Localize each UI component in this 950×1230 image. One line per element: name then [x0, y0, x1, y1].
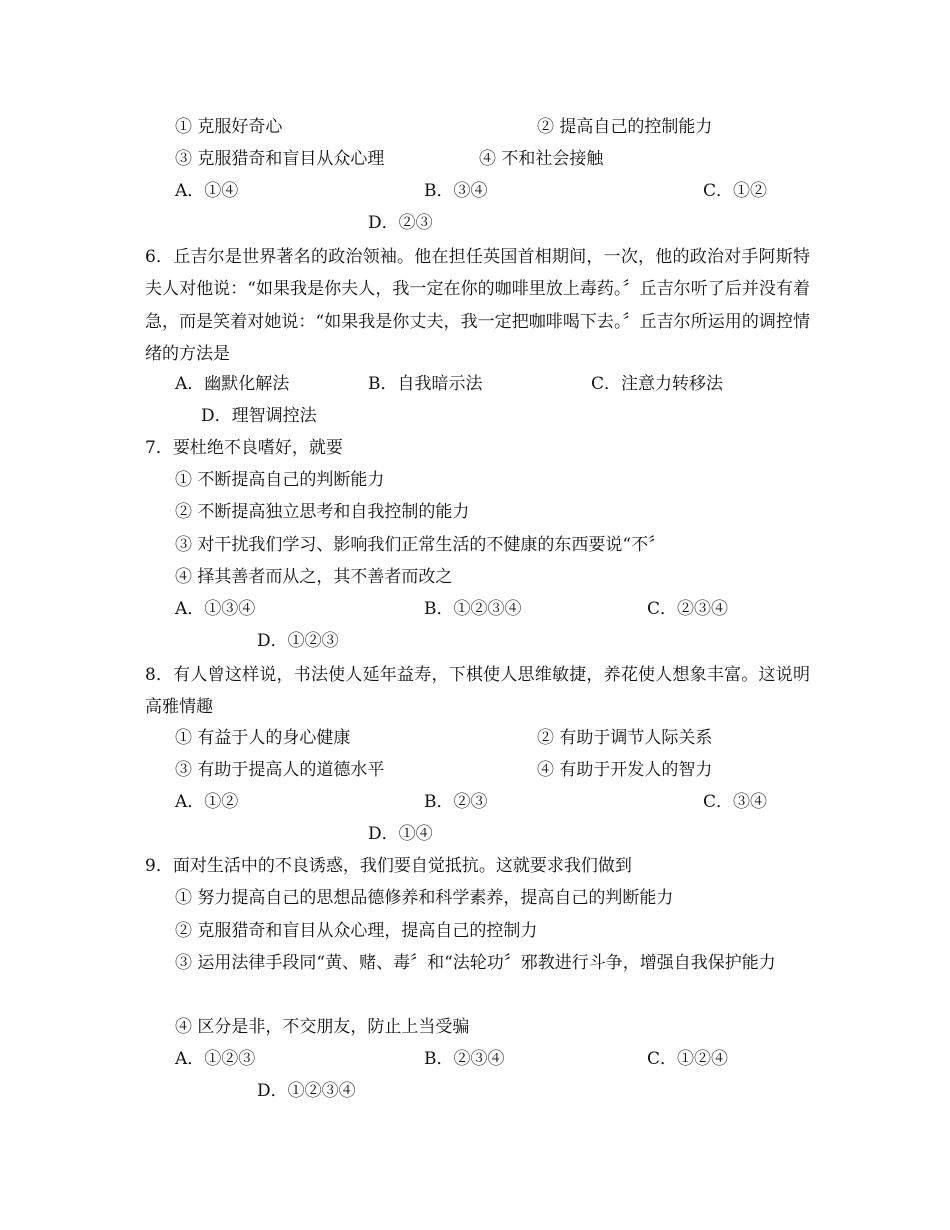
q6-stem: 6．丘吉尔是世界著名的政治领袖。他在担任英国首相期间，一次，他的政治对手阿斯特夫人对他说：“如果我是你夫人，我一定在你的咖啡里放上毒药。〞丘吉尔听了后并没有着急，而是笑着对她说：“如果我是你丈夫，我一定把咖啡喝下去。〞丘吉尔所运用的调控情绪的方法是: [145, 247, 810, 364]
q7-option-1: ① 不断提高自己的判断能力: [175, 470, 385, 490]
q6-choice-a: A．幽默化解法: [175, 374, 290, 394]
q9-choice-b: B．②③④: [424, 1049, 505, 1069]
q9-option-1: ① 努力提高自己的思想品德修养和科学素养，提高自己的判断能力: [175, 888, 674, 908]
q5-choice-d: D．②③: [368, 213, 433, 233]
q5-choice-a: A．①④: [175, 181, 239, 201]
q5-choice-b: B．③④: [424, 181, 488, 201]
q5-option-4: ④ 不和社会接触: [479, 149, 604, 169]
q7-choice-c: C．②③④: [647, 599, 729, 619]
q7-choice-b: B．①②③④: [424, 599, 522, 619]
q8-choice-d: D．①④: [368, 824, 433, 844]
q9-option-3: ③ 运用法律手段同“黄、赌、毒〞和“法轮功〞邪教进行斗争，增强自我保护能力: [175, 953, 776, 973]
q8-choice-c: C．③④: [703, 792, 768, 812]
q8-option-4: ④ 有助于开发人的智力: [537, 760, 713, 780]
q7-option-3: ③ 对干扰我们学习、影响我们正常生活的不健康的东西要说“不〞: [175, 535, 666, 555]
q5-choice-c: C．①②: [703, 181, 768, 201]
q9-option-4: ④ 区分是非，不交朋友，防止上当受骗: [175, 1017, 470, 1037]
q8-option-2: ② 有助于调节人际关系: [537, 728, 713, 748]
q7-choice-a: A．①③④: [175, 599, 256, 619]
q7-stem: 7．要杜绝不良嗜好，就要: [145, 438, 343, 458]
q6-choice-c: C．注意力转移法: [591, 374, 724, 394]
q9-choice-a: A．①②③: [175, 1049, 256, 1069]
q5-option-3: ③ 克服猎奇和盲目从众心理: [175, 149, 385, 169]
q8-choice-b: B．②③: [424, 792, 488, 812]
q5-option-2: ② 提高自己的控制能力: [537, 117, 713, 137]
q8-option-3: ③ 有助于提高人的道德水平: [175, 760, 385, 780]
q9-choice-d: D．①②③④: [257, 1081, 356, 1101]
q7-choice-d: D．①②③: [257, 631, 339, 651]
q7-option-4: ④ 择其善者而从之，其不善者而改之: [175, 567, 453, 587]
q6-choice-b: B．自我暗示法: [368, 374, 483, 394]
q9-stem: 9．面对生活中的不良诱惑，我们要自觉抵抗。这就要求我们做到: [145, 856, 632, 876]
q7-option-2: ② 不断提高独立思考和自我控制的能力: [175, 502, 470, 522]
q8-stem: 8．有人曾这样说，书法使人延年益寿，下棋使人思维敏捷，养花使人想象丰富。这说明高雅情趣: [145, 665, 810, 718]
q9-option-2: ② 克服猎奇和盲目从众心理，提高自己的控制力: [175, 921, 538, 941]
q9-choice-c: C．①②④: [647, 1049, 729, 1069]
q8-choice-a: A．①②: [175, 792, 239, 812]
q5-option-1: ① 克服好奇心: [175, 117, 283, 137]
q6-choice-d: D．理智调控法: [201, 406, 317, 426]
q8-option-1: ① 有益于人的身心健康: [175, 728, 351, 748]
